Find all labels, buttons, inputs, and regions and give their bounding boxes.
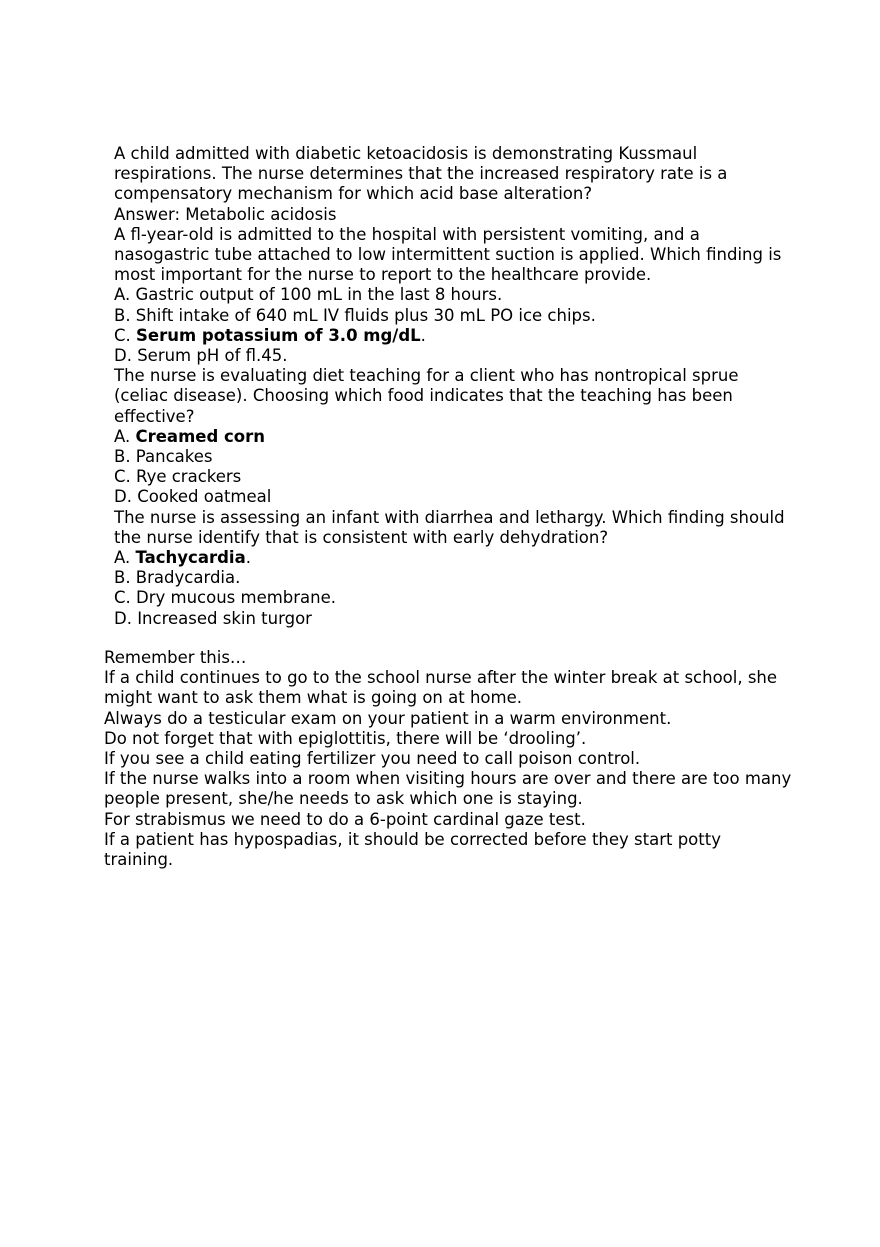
q3-option-d: D. Cooked oatmeal [114, 487, 272, 507]
remember-item: If the nurse walks into a room when visiting hours are over and there are too many people present, she/he needs to ask which one is staying. [104, 769, 792, 809]
remember-item: Do not forget that with epiglottitis, there will be ‘drooling’. [104, 728, 587, 748]
q3-option-a-answer: Creamed corn [135, 426, 266, 446]
remember-item: If a child continues to go to the school nurse after the winter break at school, she might want to ask them what is going on at home. [104, 668, 778, 708]
questions-section [114, 144, 794, 629]
remember-item: Always do a testicular exam on your patient in a warm environment. [104, 708, 672, 728]
q2-option-c-suffix: . [420, 325, 426, 345]
q4-option-b: B. Bradycardia. [114, 568, 241, 588]
q2-option-b: B. Shift intake of 640 mL IV fluids plus 30 mL PO ice chips. [114, 305, 596, 325]
remember-heading: Remember this… [104, 648, 247, 667]
q4-option-a-prefix: A. [114, 548, 136, 568]
q1-stem: A child admitted with diabetic ketoacidosis is demonstrating Kussmaul respirations. The nurse determines that the increased respiratory rate is a compensatory mechanism for which acid base alteration? [114, 144, 728, 204]
q3-option-a-prefix: A. [114, 426, 136, 446]
remember-item: If you see a child eating fertilizer you need to call poison control. [104, 749, 641, 769]
q4-stem: The nurse is assessing an infant with diarrhea and lethargy. Which finding should the nurse identify that is consistent with early dehydration? [114, 507, 785, 547]
q2-option-d: D. Serum pH of ﬂ.45. [114, 346, 288, 366]
q3-stem: The nurse is evaluating diet teaching for a client who has nontropical sprue (celiac disease). Choosing which food indicates that the teaching has been effective? [114, 366, 739, 426]
q4-option-a-suffix: . [245, 548, 251, 568]
q4-option-c: C. Dry mucous membrane. [114, 588, 337, 608]
q4-option-a-answer: Tachycardia [135, 548, 246, 568]
remember-item: If a patient has hypospadias, it should be corrected before they start potty training. [104, 829, 721, 870]
remember-item: For strabismus we need to do a 6-point cardinal gaze test. [104, 809, 586, 829]
q2-option-c [114, 326, 794, 346]
remember-section [104, 648, 794, 870]
q2-option-c-prefix: C. [114, 325, 137, 345]
q2-option-a: A. Gastric output of 100 mL in the last 8 hours. [114, 285, 503, 305]
q3-option-b: B. Pancakes [114, 447, 213, 467]
q2-option-c-answer: Serum potassium of 3.0 mg/dL [136, 325, 421, 345]
q4-option-d: D. Increased skin turgor [114, 608, 312, 628]
q4-option-a [114, 548, 794, 568]
q1-answer: Answer: Metabolic acidosis [114, 204, 337, 224]
q2-stem: A ﬂ-year-old is admitted to the hospital with persistent vomiting, and a nasogastric tube attached to low intermittent suction is applied. Which finding is most important for the nurse to report to the healthcare provide. [114, 224, 782, 285]
q3-option-a [114, 427, 794, 447]
q3-option-c: C. Rye crackers [114, 467, 242, 487]
